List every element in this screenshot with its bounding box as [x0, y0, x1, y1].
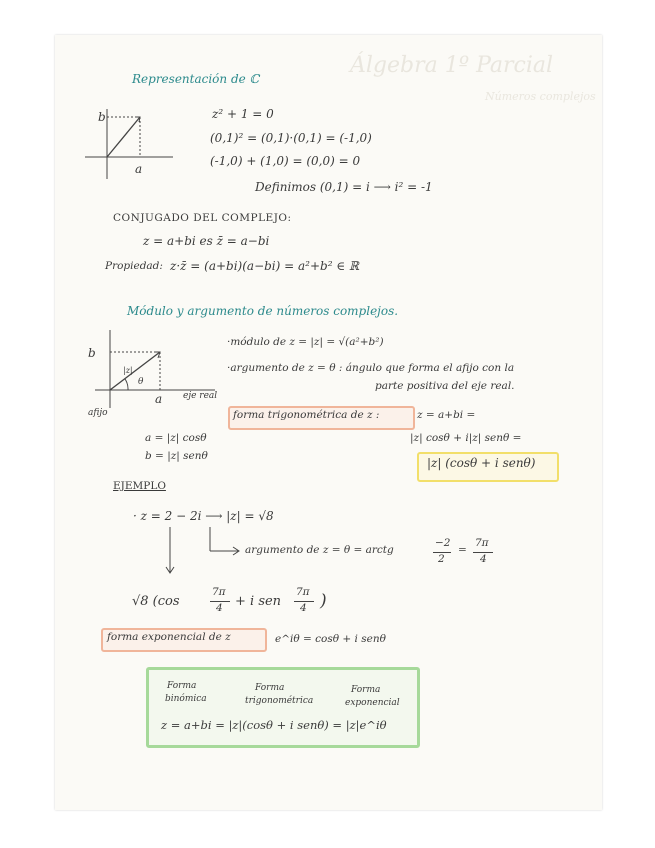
- euler-formula: e^iθ = cosθ + i senθ: [275, 633, 386, 645]
- conjugate-line: z = a+bi es z̄ = a−bi: [143, 234, 270, 248]
- forma-trigonometrica-eq: z = a+bi =: [417, 409, 476, 421]
- trig-result: |z| (cosθ + i senθ): [427, 456, 536, 470]
- fraction-den: 4: [300, 602, 307, 614]
- diagram-label-a: a: [155, 392, 163, 406]
- forma-trigonometrica-label: forma trigonométrica de z :: [233, 409, 380, 421]
- equation-line: (0,1)² = (0,1)·(0,1) = (-1,0): [210, 131, 372, 145]
- modulus-argument-diagram: [90, 330, 220, 420]
- fraction-num: 7π: [296, 586, 310, 598]
- diagram-label-modulus: |z|: [123, 366, 133, 375]
- equation-line: (-1,0) + (1,0) = (0,0) = 0: [210, 154, 361, 168]
- diagram-label-b: b: [88, 346, 96, 360]
- diagram-label-eje-real: eje real: [183, 391, 218, 401]
- equation-line: Definimos (0,1) = i ⟶ i² = -1: [255, 180, 433, 194]
- polar-result-end: ): [320, 591, 327, 611]
- conjugate-heading: CONJUGADO DEL COMPLEJO:: [113, 212, 292, 224]
- summary-formula: z = a+bi = |z|(cosθ + i senθ) = |z|e^iθ: [161, 718, 387, 732]
- fraction-num: 7π: [212, 586, 226, 598]
- modulo-definition: ·módulo de z = |z| = √(a²+b²): [227, 336, 384, 348]
- fraction-den: 2: [438, 553, 445, 565]
- polar-result-mid: + i sen: [235, 594, 282, 609]
- diagram-label-afijo: afijo: [88, 408, 108, 418]
- fraction-den: 4: [480, 553, 487, 565]
- b-equation: b = |z| senθ: [145, 450, 208, 462]
- polar-result-start: √8 (cos: [132, 594, 180, 609]
- equals-sign: =: [458, 544, 467, 556]
- argumento-definition: ·argumento de z = θ : ángulo que forma el afijo con la: [227, 362, 515, 374]
- a-equation: a = |z| cosθ: [145, 432, 207, 444]
- summary-col-label: Forma: [351, 685, 381, 695]
- diagram-label-theta: θ: [138, 377, 144, 387]
- fraction-den: 4: [216, 602, 223, 614]
- section-title-representacion: Representación de ℂ: [132, 72, 260, 86]
- axis-label-b: b: [98, 110, 106, 124]
- fraction-num: 7π: [475, 537, 489, 549]
- section-title-modulo: Módulo y argumento de números complejos.: [127, 304, 399, 318]
- forma-exponencial-label: forma exponencial de z: [107, 631, 231, 643]
- summary-col-label: Forma: [167, 681, 197, 691]
- summary-col-label: binómica: [165, 694, 207, 704]
- axis-label-a: a: [135, 162, 143, 176]
- argumento-definition-cont: parte positiva del eje real.: [375, 380, 515, 392]
- example-z-eq: · z = 2 − 2i ⟶ |z| = √8: [133, 509, 274, 523]
- property-label: Propiedad:: [105, 260, 163, 272]
- ghost-line: Números complejos: [485, 90, 596, 103]
- example-argument: argumento de z = θ = arctg: [245, 544, 394, 556]
- trig-line-2: |z| cosθ + i|z| senθ =: [410, 432, 522, 444]
- property-equation: z·z̄ = (a+bi)(a−bi) = a²+b² ∈ ℝ: [170, 259, 360, 273]
- fraction-num: −2: [435, 537, 451, 549]
- summary-col-label: Forma: [255, 683, 285, 693]
- notebook-page: [55, 35, 602, 810]
- summary-col-label: trigonométrica: [245, 696, 314, 706]
- summary-col-label: exponencial: [345, 698, 400, 708]
- equation-line: z² + 1 = 0: [212, 107, 274, 121]
- ghost-header: Álgebra 1º Parcial: [350, 53, 554, 78]
- example-heading: EJEMPLO: [113, 480, 166, 492]
